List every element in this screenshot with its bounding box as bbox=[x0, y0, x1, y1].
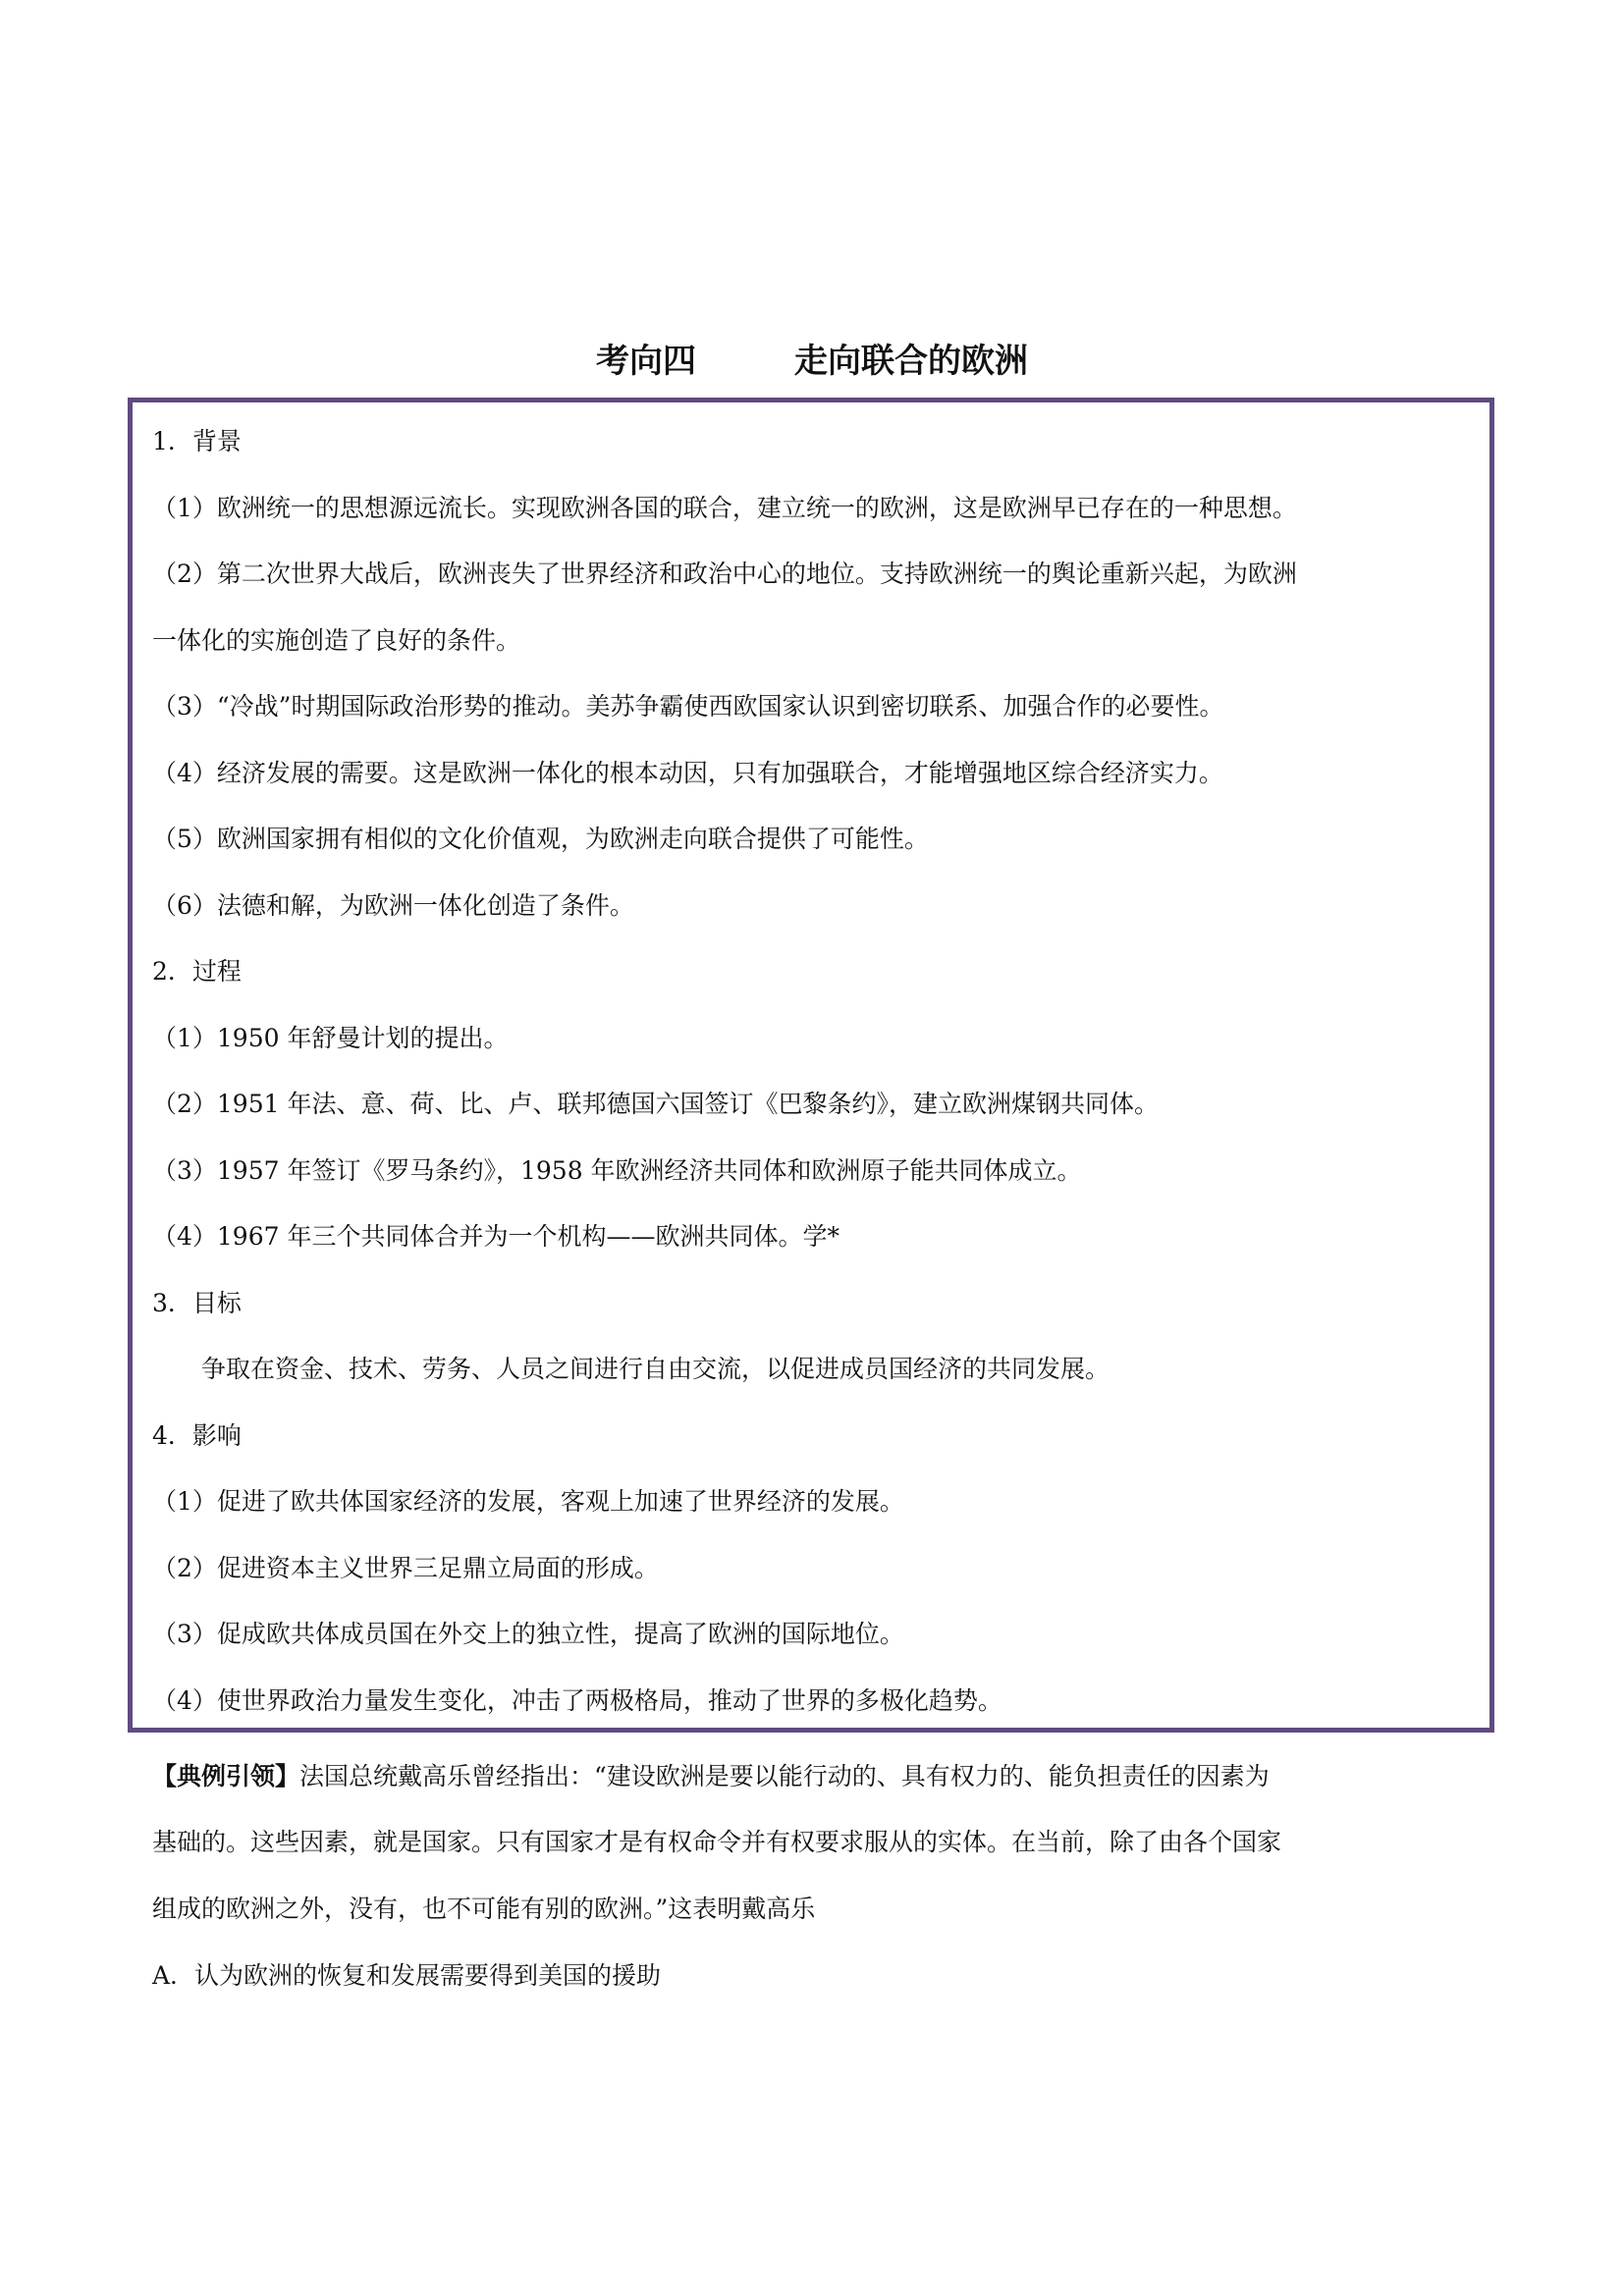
summary-line: （1）1950 年舒曼计划的提出。 bbox=[152, 1023, 509, 1052]
summary-line: （2）促进资本主义世界三足鼎立局面的形成。 bbox=[152, 1553, 659, 1582]
summary-line: （2）第二次世界大战后，欧洲丧失了世界经济和政治中心的地位。支持欧洲统一的舆论重新兴起，为欧洲 bbox=[152, 560, 1297, 588]
option-a[interactable]: A．认为欧洲的恢复和发展需要得到美国的援助 bbox=[152, 1961, 662, 1990]
example-label: 【典例引领】 bbox=[152, 1762, 300, 1790]
example-line-3: 组成的欧洲之外，没有，也不可能有别的欧洲。”这表明戴高乐 bbox=[152, 1895, 816, 1923]
summary-line: （4）1967 年三个共同体合并为一个机构——欧洲共同体。学* bbox=[152, 1222, 839, 1251]
example-line-1: 【典例引领】法国总统戴高乐曾经指出：“建设欧洲是要以能行动的、具有权力的、能负担责任的因素为 bbox=[152, 1762, 1270, 1790]
summary-line: （1）促进了欧共体国家经济的发展，客观上加速了世界经济的发展。 bbox=[152, 1487, 904, 1516]
summary-line: （2）1951 年法、意、荷、比、卢、联邦德国六国签订《巴黎条约》，建立欧洲煤钢共同体。 bbox=[152, 1090, 1159, 1118]
summary-line: 1．背景 bbox=[152, 427, 242, 455]
summary-line: （3）促成欧共体成员国在外交上的独立性，提高了欧洲的国际地位。 bbox=[152, 1620, 904, 1648]
page-title bbox=[0, 334, 1624, 382]
summary-line: （1）欧洲统一的思想源远流长。实现欧洲各国的联合，建立统一的欧洲，这是欧洲早已存在的一种思想。 bbox=[152, 493, 1297, 522]
example-line-2: 基础的。这些因素，就是国家。只有国家才是有权命令并有权要求服从的实体。在当前，除了由各个国家 bbox=[152, 1828, 1282, 1856]
summary-line: 一体化的实施创造了良好的条件。 bbox=[152, 625, 521, 655]
summary-line: （3）1957 年签订《罗马条约》，1958 年欧洲经济共同体和欧洲原子能共同体成立。 bbox=[152, 1155, 1082, 1185]
title-part2: 走向联合的欧洲 bbox=[794, 342, 1028, 381]
summary-line: 3．目标 bbox=[152, 1288, 242, 1317]
summary-line: （3）“冷战”时期国际政治形势的推动。美苏争霸使西欧国家认识到密切联系、加强合作的必要性。 bbox=[152, 692, 1224, 721]
summary-line: （6）法德和解，为欧洲一体化创造了条件。 bbox=[152, 890, 634, 920]
summary-line: （4）使世界政治力量发生变化，冲击了两极格局，推动了世界的多极化趋势。 bbox=[152, 1685, 1002, 1715]
summary-line: （4）经济发展的需要。这是欧洲一体化的根本动因，只有加强联合，才能增强地区综合经济实力。 bbox=[152, 758, 1223, 787]
summary-line: 4．影响 bbox=[152, 1420, 242, 1450]
title-part1: 考向四 bbox=[596, 342, 696, 381]
summary-line: （5）欧洲国家拥有相似的文化价值观，为欧洲走向联合提供了可能性。 bbox=[152, 825, 929, 853]
summary-line: 争取在资金、技术、劳务、人员之间进行自由交流，以促进成员国经济的共同发展。 bbox=[152, 1355, 1110, 1383]
summary-box bbox=[128, 398, 1494, 1733]
summary-line: 2．过程 bbox=[152, 957, 242, 986]
